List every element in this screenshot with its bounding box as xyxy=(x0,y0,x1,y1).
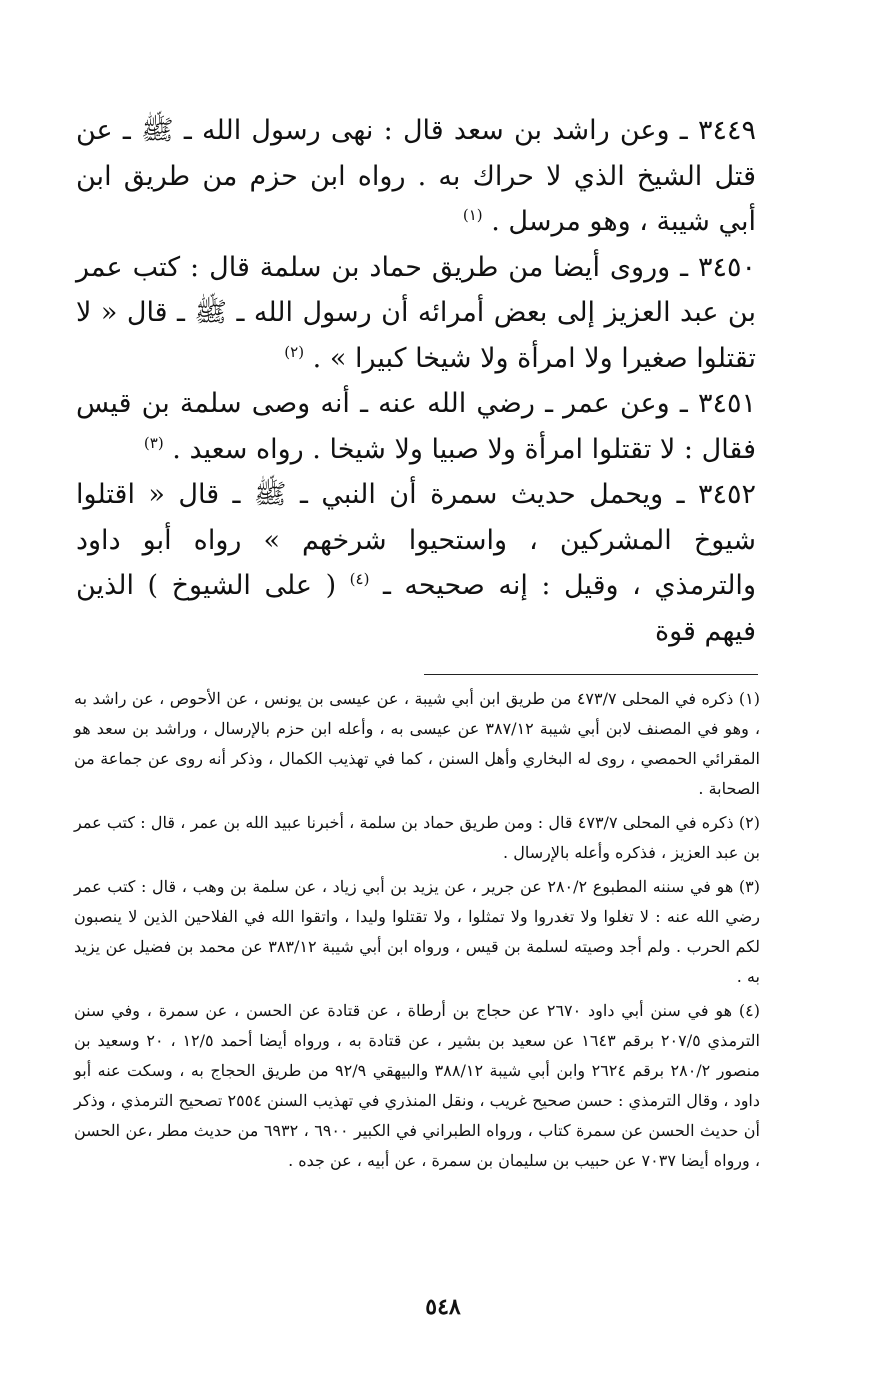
footnote-text: ذكره في المحلى ٤٧٣/٧ قال : ومن طريق حماد بن سلمة ، أخبرنا عبيد الله بن عمر ، قال : كتب عمر بن عبد العزيز ، فذكره وأعله بالإرسال . xyxy=(74,813,760,862)
footnote-marker: (٢) xyxy=(738,813,761,832)
footnote-marker: (٣) xyxy=(738,877,760,896)
paragraph-3450 xyxy=(76,245,756,382)
footnote-4 xyxy=(74,996,760,1176)
hadith-number: ٣٤٥٢ xyxy=(697,479,756,510)
footnote-text: ذكره في المحلى ٤٧٣/٧ من طريق ابن أبي شيبة ، عن عيسى بن يونس ، عن الأحوص ، عن راشد به ، وهو في المصنف لابن أبي شيبة ٣٨٧/١٢ عن عيسى به ، وأعله ابن حزم بالإرسال ، وراشد بن سعد هو المقرائي الحمصي ، روى له البخاري وأهل السنن ، كما في تهذيب الكمال ، وذكر أنه روى عن جماعة من الصحابة . xyxy=(74,689,760,798)
footnote-2 xyxy=(74,808,760,868)
footnote-marker: (١) xyxy=(738,689,760,708)
footnote-text: هو في سننه المطبوع ٢٨٠/٢ عن جرير ، عن يزيد بن أبي زياد ، عن سلمة بن وهب ، قال : كتب عمر رضي الله عنه : لا تغلوا ولا تغدروا ولا تمثلوا ، ولا تقتلوا وليدا ، واتقوا الله في الفلاحين الذين لا ينصبون لكم الحرب . ولم أجد وصيته لسلمة بن قيس ، ورواه ابن أبي شيبة ٣٨٣/١٢ عن محمد بن فضيل عن يزيد به . xyxy=(74,877,761,986)
footnote-text: هو في سنن أبي داود ٢٦٧٠ عن حجاج بن أرطاة ، عن قتادة عن الحسن ، عن سمرة ، وفي سنن الترمذي ٢٠٧/٥ برقم ١٦٤٣ عن سعيد بن بشير ، عن قتادة به ، ورواه أيضا أحمد ١٢/٥ ، ٢٠ وسعيد بن منصور ٢٨٠/٢ برقم ٢٦٢٤ وابن أبي شيبة ٣٨٨/١٢ والبيهقي ٩٢/٩ من طريق الحجاج به ، وسكت عنه أبو داود ، وقال الترمذي : حسن صحيح غريب ، ونقل المنذري في تهذيب السنن ٢٥٥٤ تصحيح الترمذي ، وذكر أن حديث الحسن عن سمرة كتاب ، ورواه الطبراني في الكبير ٦٩٠٠ ، ٦٩٣٢ من حديث مطر ،عن الحسن ، ورواه أيضا ٧٠٣٧ عن حبيب بن سليمان بن سمرة ، عن أبيه ، عن جده . xyxy=(74,1001,761,1170)
paragraph-3451 xyxy=(76,381,756,472)
footnote-divider xyxy=(424,674,758,675)
hadith-number: ٣٤٥٠ xyxy=(697,251,756,283)
footnote-1 xyxy=(74,684,760,804)
paragraph-text: ـ وعن راشد بن سعد قال : نهى رسول الله ـ ﷺ ـ عن قتل الشيخ الذي لا حراك به . رواه ابن حزم من طريق ابن أبي شيبة ، وهو مرسل . xyxy=(76,115,756,237)
footnote-ref: (١) xyxy=(462,206,483,224)
paragraph-text: ـ وروى أيضا من طريق حماد بن سلمة قال : كتب عمر بن عبد العزيز إلى بعض أمرائه أن رسول الله ـ ﷺ ـ قال « لا تقتلوا صغيرا ولا امرأة ولا شيخا كبيرا » . xyxy=(76,251,756,374)
footnotes-block xyxy=(74,684,760,1180)
footnote-marker: (٤) xyxy=(738,1001,761,1020)
paragraph-3449 xyxy=(76,108,756,245)
paragraph-tail-text: ( على الشيوخ ) الذين فيهم قوة xyxy=(76,570,756,647)
footnote-ref: (٣) xyxy=(143,433,164,452)
page-number: ٥٤٨ xyxy=(425,1294,461,1320)
paragraph-text: ـ وعن عمر ـ رضي الله عنه ـ أنه وصى سلمة بن قيس فقال : لا تقتلوا امرأة ولا صبيا ولا شيخا . رواه سعيد . xyxy=(76,388,756,465)
paragraph-text: ـ ويحمل حديث سمرة أن النبي ـ ﷺ ـ قال « اقتلوا شيوخ المشركين ، واستحيوا شرخهم » رواه أبو داود والترمذي ، وقيل : إنه صحيحه ـ xyxy=(76,479,756,601)
footnote-ref: (٤) xyxy=(349,570,370,588)
hadith-number: ٣٤٤٩ xyxy=(697,115,756,146)
main-text-block xyxy=(76,108,756,654)
paragraph-3452 xyxy=(76,472,756,654)
footnote-3 xyxy=(74,872,760,992)
footnote-ref: (٢) xyxy=(284,342,305,361)
hadith-number: ٣٤٥١ xyxy=(697,388,756,419)
